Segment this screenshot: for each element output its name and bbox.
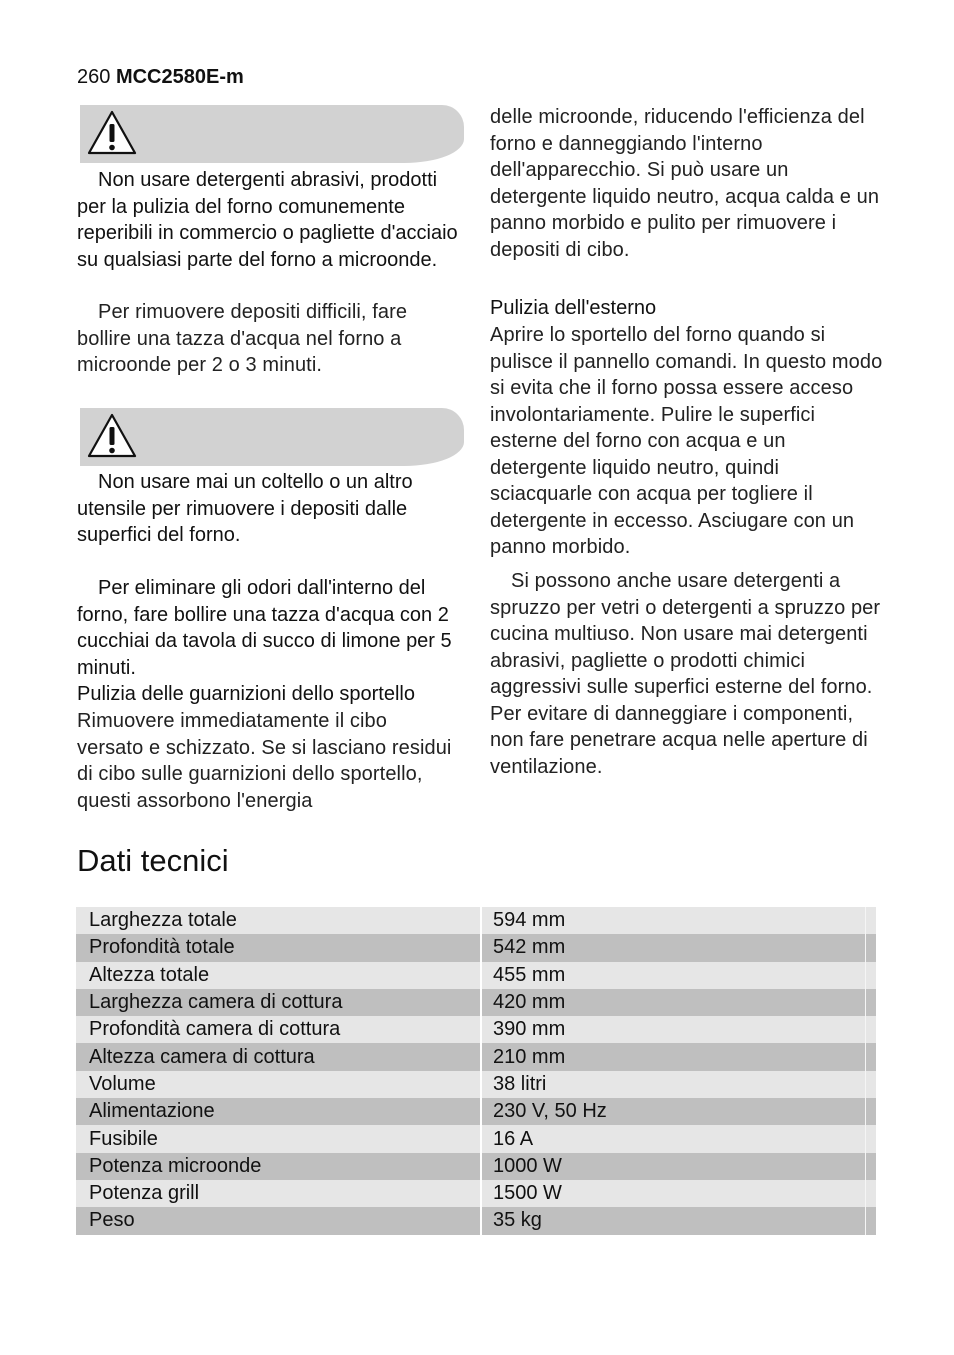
spec-value: 1500 W	[481, 1180, 866, 1207]
table-row	[76, 1180, 876, 1207]
spec-value: 16 A	[481, 1125, 866, 1152]
table-row	[76, 1016, 876, 1043]
table-edge-cell	[866, 1180, 877, 1207]
spec-value: 420 mm	[481, 989, 866, 1016]
paragraph-continued: delle microonde, riducendo l'efficienza del forno e danneggiando l'interno dell'apparecchio. Si può usare un detergente liquido neutro, acqua calda e un panno morbido e pulito per rimuovere i depositi di cibo.	[490, 106, 880, 261]
spec-label: Larghezza totale	[76, 907, 481, 934]
spec-label: Potenza microonde	[76, 1153, 481, 1180]
table-edge-cell	[866, 907, 877, 934]
table-row	[76, 1043, 876, 1070]
table-row	[76, 1125, 876, 1152]
warning-triangle-icon	[86, 109, 138, 157]
heading-gasket-cleaning: Pulizia delle guarnizioni dello sportello	[77, 683, 415, 705]
warning-text-abrasives: Non usare detergenti abrasivi, prodotti per la pulizia del forno comunemente reperibili in commercio o pagliette d'acciaio su qualsiasi parte del forno a microonde.	[77, 169, 458, 271]
table-edge-cell	[866, 934, 877, 961]
spec-value: 38 litri	[481, 1071, 866, 1098]
spec-label: Volume	[76, 1071, 481, 1098]
table-edge-cell	[866, 1043, 877, 1070]
spec-label: Altezza totale	[76, 962, 481, 989]
warning-triangle-icon	[86, 412, 138, 460]
spec-label: Fusibile	[76, 1125, 481, 1152]
table-row	[76, 989, 876, 1016]
spec-value: 230 V, 50 Hz	[481, 1098, 866, 1125]
spec-value: 35 kg	[481, 1207, 866, 1234]
spec-value: 594 mm	[481, 907, 866, 934]
table-edge-cell	[866, 1153, 877, 1180]
table-edge-cell	[866, 1207, 877, 1234]
table-edge-cell	[866, 1071, 877, 1098]
warning-text-knife: Non usare mai un coltello o un altro utensile per rimuovere i depositi dalle superfici del forno.	[77, 471, 413, 546]
spec-label: Profondità camera di cottura	[76, 1016, 481, 1043]
table-row	[76, 962, 876, 989]
table-row	[76, 1071, 876, 1098]
spec-value: 210 mm	[481, 1043, 866, 1070]
spec-value: 1000 W	[481, 1153, 866, 1180]
table-row	[76, 1153, 876, 1180]
table-row	[76, 1098, 876, 1125]
spec-label: Potenza grill	[76, 1180, 481, 1207]
paragraph-gasket-cleaning: Rimuovere immediatamente il cibo versato e schizzato. Se si lasciano residui di cibo sulle guarnizioni dello sportello, questi assorbono l'energia	[77, 710, 452, 812]
table-row	[76, 907, 876, 934]
spec-value: 390 mm	[481, 1016, 866, 1043]
paragraph-odors: Per eliminare gli odori dall'interno del forno, fare bollire una tazza d'acqua con 2 cucchiai da tavola di succo di limone per 5 minuti.	[77, 577, 452, 679]
model-name: MCC2580E-m	[115, 66, 244, 88]
specs-table	[76, 907, 876, 1235]
spec-label: Peso	[76, 1207, 481, 1234]
table-edge-cell	[866, 1125, 877, 1152]
spec-value: 542 mm	[481, 934, 866, 961]
paragraph-exterior-cleaning: Aprire lo sportello del forno quando si pulisce il pannello comandi. In questo modo si evita che il forno possa essere acceso involontariamente. Pulire le superfici esterne del forno con acqua e un detergente liquido neutro, quindi sciacquarle con acqua per togliere il detergente in eccesso. Asciugare con un panno morbido.	[490, 324, 883, 558]
section-title-specs: Dati tecnici	[77, 843, 229, 878]
spec-value: 455 mm	[481, 962, 866, 989]
table-edge-cell	[866, 962, 877, 989]
table-row	[76, 934, 876, 961]
warning-banner	[80, 408, 464, 466]
heading-exterior-cleaning: Pulizia dell'esterno	[490, 297, 657, 319]
table-edge-cell	[866, 1016, 877, 1043]
warning-banner	[80, 105, 464, 163]
table-row	[76, 1207, 876, 1234]
page-number: 260	[77, 66, 111, 88]
spec-label: Profondità totale	[76, 934, 481, 961]
table-edge-cell	[866, 1098, 877, 1125]
spec-label: Altezza camera di cottura	[76, 1043, 481, 1070]
page-header	[77, 64, 244, 90]
spec-label: Larghezza camera di cottura	[76, 989, 481, 1016]
table-edge-cell	[866, 989, 877, 1016]
paragraph-tough-deposits: Per rimuovere depositi difficili, fare bollire una tazza d'acqua nel forno a microonde per 2 o 3 minuti.	[77, 301, 408, 376]
spec-label: Alimentazione	[76, 1098, 481, 1125]
paragraph-spray-cleaners: Si possono anche usare detergenti a spruzzo per vetri o detergenti a spruzzo per cucina multiuso. Non usare mai detergenti abrasivi, pagliette o prodotti chimici aggressivi sulle superfici esterne del forno. Per evitare di danneggiare i componenti, non fare penetrare acqua nelle aperture di ventilazione.	[490, 570, 881, 778]
